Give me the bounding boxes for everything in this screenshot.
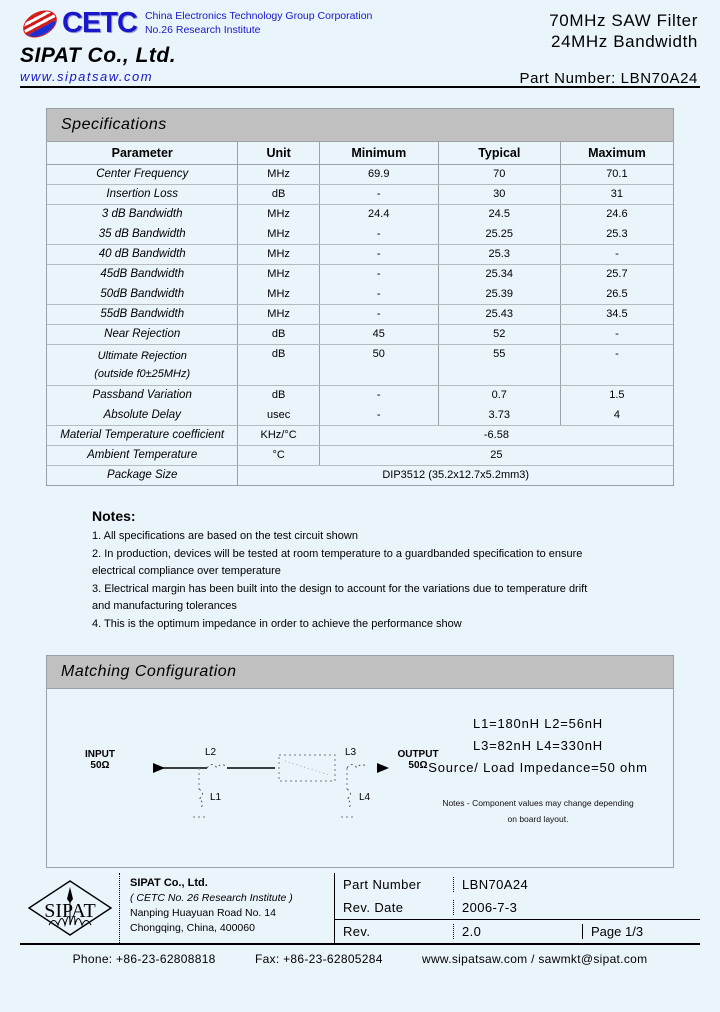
cell-minimum: 45 <box>319 324 438 344</box>
table-row <box>47 184 673 204</box>
footer-label-rev-date: Rev. Date <box>343 900 404 915</box>
notes-section <box>46 508 674 633</box>
circuit-label-l2: L2 <box>205 747 217 758</box>
table-row <box>47 324 673 344</box>
cell-maximum: 25.7 <box>560 264 673 284</box>
note-line: 4. This is the optimum impedance in order to achieve the performance show <box>92 617 462 630</box>
footer-page-number: Page 1/3 <box>582 924 700 939</box>
cell-typical: 55 <box>438 344 560 385</box>
table-row-ultimate-rejection <box>47 344 673 385</box>
matching-configuration-title: Matching Configuration <box>47 656 673 689</box>
cell-typical: 70 <box>438 164 560 184</box>
footer-value-rev: 2.0 <box>453 924 582 939</box>
page-header <box>0 0 720 88</box>
footer-row-part-number <box>335 873 700 896</box>
table-row <box>47 264 673 284</box>
cell-unit: dB <box>238 385 319 405</box>
specifications-title: Specifications <box>47 109 673 142</box>
cell-typical: 0.7 <box>438 385 560 405</box>
matching-configuration-body <box>47 689 673 867</box>
footer-fields-block <box>335 873 700 943</box>
sipat-logo-text: SIPAT <box>43 900 96 922</box>
cell-merged-value: -6.58 <box>319 425 673 445</box>
cell-typical: 25.43 <box>438 304 560 324</box>
footer-value-rev-date: 2006-7-3 <box>453 900 700 915</box>
footer-row-rev-date <box>335 896 700 919</box>
cell-maximum: - <box>560 344 673 385</box>
circuit-label-l4: L4 <box>359 792 371 803</box>
cell-parameter: 50dB Bandwidth <box>47 284 238 304</box>
matching-values-block <box>413 713 663 827</box>
product-title-line1: 70MHz SAW Filter <box>549 11 698 30</box>
cell-unit: KHz/°C <box>238 425 319 445</box>
footer-divider-rule <box>20 943 700 945</box>
specifications-body <box>47 164 673 485</box>
cell-unit: MHz <box>238 264 319 284</box>
cell-parameter <box>47 344 238 385</box>
cell-minimum: - <box>319 264 438 284</box>
cell-minimum: - <box>319 405 438 425</box>
footer-fax: Fax: +86-23-62805284 <box>254 952 383 966</box>
cell-parameter: Passband Variation <box>92 389 192 402</box>
matching-values-line1: L1=180nH L2=56nH <box>473 716 603 731</box>
cell-typical: 24.5 <box>438 204 560 224</box>
cetc-wordmark: CETC <box>62 7 137 39</box>
header-left-block <box>20 8 372 84</box>
table-row <box>47 164 673 184</box>
notes-list <box>92 528 674 633</box>
cell-unit: dB <box>238 344 319 385</box>
cell-minimum: 50 <box>319 344 438 385</box>
specifications-table <box>47 142 673 485</box>
cell-parameter: 55dB Bandwidth <box>47 304 238 324</box>
matching-note-line2: on board layout. <box>507 814 569 824</box>
cell-unit: MHz <box>238 224 319 244</box>
cetc-corporation-line: China Electronics Technology Group Corporation <box>144 10 373 22</box>
cell-minimum: - <box>319 244 438 264</box>
cell-minimum: - <box>319 224 438 244</box>
cell-typical: 30 <box>438 184 560 204</box>
footer-row-rev <box>335 919 700 943</box>
table-header-row <box>47 142 673 164</box>
cell-unit: MHz <box>238 204 319 224</box>
cell-parameter: 35 dB Bandwidth <box>47 224 238 244</box>
cell-unit: dB <box>238 184 319 204</box>
note-line: 2. In production, devices will be tested at room temperature to a guardbanded specification to ensure <box>92 547 583 560</box>
cetc-logo-row <box>20 8 372 40</box>
cell-package-value: DIP3512 (35.2x12.7x5.2mm3) <box>238 465 673 485</box>
cell-parameter: Near Rejection <box>47 324 238 344</box>
cell-parameter: Package Size <box>107 469 178 482</box>
cell-maximum: - <box>560 324 673 344</box>
cell-minimum: 24.4 <box>319 204 438 224</box>
footer-contact-line <box>20 952 700 966</box>
footer-label-rev: Rev. <box>343 924 371 939</box>
cetc-subtitle-block <box>145 8 372 37</box>
column-header-typical: Typical <box>438 142 560 164</box>
page-footer <box>20 873 700 966</box>
table-row <box>47 224 673 244</box>
circuit-input-impedance: 50Ω <box>90 760 110 771</box>
sipat-diamond-logo <box>20 873 120 943</box>
matching-values-line3: Source/ Load Impedance=50 ohm <box>428 760 648 775</box>
cell-typical: 25.3 <box>438 244 560 264</box>
cell-typical: 25.39 <box>438 284 560 304</box>
footer-address-block <box>120 873 335 943</box>
cell-unit: MHz <box>238 304 319 324</box>
specifications-panel <box>46 108 674 486</box>
cell-minimum: 69.9 <box>319 164 438 184</box>
cell-merged-value: 25 <box>319 445 673 465</box>
column-header-maximum: Maximum <box>560 142 673 164</box>
circuit-label-l1: L1 <box>210 792 222 803</box>
column-header-parameter: Parameter <box>47 142 238 164</box>
circuit-schematic-svg <box>47 689 447 867</box>
cell-maximum: 25.3 <box>560 224 673 244</box>
table-row <box>47 385 673 405</box>
sipat-company-name: SIPAT Co., Ltd. <box>20 44 177 67</box>
table-row <box>47 304 673 324</box>
cell-unit: MHz <box>238 244 319 264</box>
sipat-website[interactable]: www.sipatsaw.com <box>20 69 154 84</box>
circuit-input-label: INPUT <box>85 749 115 760</box>
cetc-institute-line: No.26 Research Institute <box>144 24 261 36</box>
cell-maximum: - <box>560 244 673 264</box>
table-row-package <box>47 465 673 485</box>
cell-maximum: 31 <box>560 184 673 204</box>
table-row <box>47 244 673 264</box>
cell-minimum: - <box>319 284 438 304</box>
product-title-line2: 24MHz Bandwidth <box>551 32 698 51</box>
footer-web-email[interactable]: www.sipatsaw.com / sawmkt@sipat.com <box>421 952 648 966</box>
cell-parameter: 40 dB Bandwidth <box>47 244 238 264</box>
footer-label-part-number: Part Number <box>343 877 422 892</box>
footer-company-sub: ( CETC No. 26 Research Institute ) <box>130 892 293 904</box>
note-line: electrical compliance over temperature <box>92 565 281 577</box>
cetc-ellipse-icon <box>20 8 60 40</box>
cell-maximum: 70.1 <box>560 164 673 184</box>
footer-company-name: SIPAT Co., Ltd. <box>130 877 208 889</box>
cell-parameter-line1: Ultimate Rejection <box>97 349 187 362</box>
cell-unit: MHz <box>238 284 319 304</box>
cell-maximum: 1.5 <box>560 385 673 405</box>
sipat-logo-icon <box>27 879 113 937</box>
cell-maximum: 4 <box>560 405 673 425</box>
footer-info-box <box>20 873 700 943</box>
note-line: 1. All specifications are based on the test circuit shown <box>92 530 358 542</box>
note-line: and manufacturing tolerances <box>92 600 237 612</box>
cell-parameter: 45dB Bandwidth <box>100 268 185 281</box>
cell-unit: dB <box>238 324 319 344</box>
cell-parameter-line2: (outside f0±25MHz) <box>94 367 191 380</box>
footer-value-part-number: LBN70A24 <box>453 877 700 892</box>
cell-parameter: Material Temperature coefficient <box>47 425 238 445</box>
table-row <box>47 284 673 304</box>
cell-unit: MHz <box>238 164 319 184</box>
matching-configuration-panel <box>46 655 674 868</box>
cell-minimum: - <box>319 184 438 204</box>
table-row-merged <box>47 425 673 445</box>
circuit-output-label: OUTPUT <box>397 749 439 760</box>
table-row-merged <box>47 445 673 465</box>
circuit-label-l3: L3 <box>345 747 357 758</box>
cell-typical: 52 <box>438 324 560 344</box>
cell-maximum: 34.5 <box>560 304 673 324</box>
cell-parameter: Ambient Temperature <box>47 445 238 465</box>
column-header-minimum: Minimum <box>319 142 438 164</box>
header-part-number: Part Number: LBN70A24 <box>519 70 698 87</box>
cell-typical: 3.73 <box>438 405 560 425</box>
table-row <box>47 204 673 224</box>
cell-typical: 25.25 <box>438 224 560 244</box>
cell-maximum: 26.5 <box>560 284 673 304</box>
table-row <box>47 405 673 425</box>
cell-typical: 25.34 <box>438 264 560 284</box>
cell-maximum: 24.6 <box>560 204 673 224</box>
footer-phone: Phone: +86-23-62808818 <box>72 952 216 966</box>
cell-parameter: Center Frequency <box>47 164 238 184</box>
cell-parameter: 3 dB Bandwidth <box>101 208 183 221</box>
column-header-unit: Unit <box>238 142 319 164</box>
cell-parameter: Insertion Loss <box>47 184 238 204</box>
cell-minimum: - <box>319 385 438 405</box>
matching-values-line2: L3=82nH L4=330nH <box>473 738 603 753</box>
cell-unit: usec <box>238 405 319 425</box>
circuit-output-impedance: 50Ω <box>408 760 428 771</box>
cell-parameter: Absolute Delay <box>47 405 238 425</box>
footer-address-line2: Chongqing, China, 400060 <box>130 922 255 934</box>
note-line: 3. Electrical margin has been built into the design to account for the variations due to temperature drift <box>92 582 588 595</box>
cell-minimum: - <box>319 304 438 324</box>
header-right-block <box>519 10 698 87</box>
cell-unit: °C <box>238 445 319 465</box>
header-divider-rule <box>20 86 700 88</box>
matching-circuit-diagram <box>47 689 447 867</box>
notes-heading: Notes: <box>92 508 136 524</box>
matching-note-line1: Notes - Component values may change depending <box>442 798 634 808</box>
footer-address-line1: Nanping Huayuan Road No. 14 <box>130 907 276 919</box>
